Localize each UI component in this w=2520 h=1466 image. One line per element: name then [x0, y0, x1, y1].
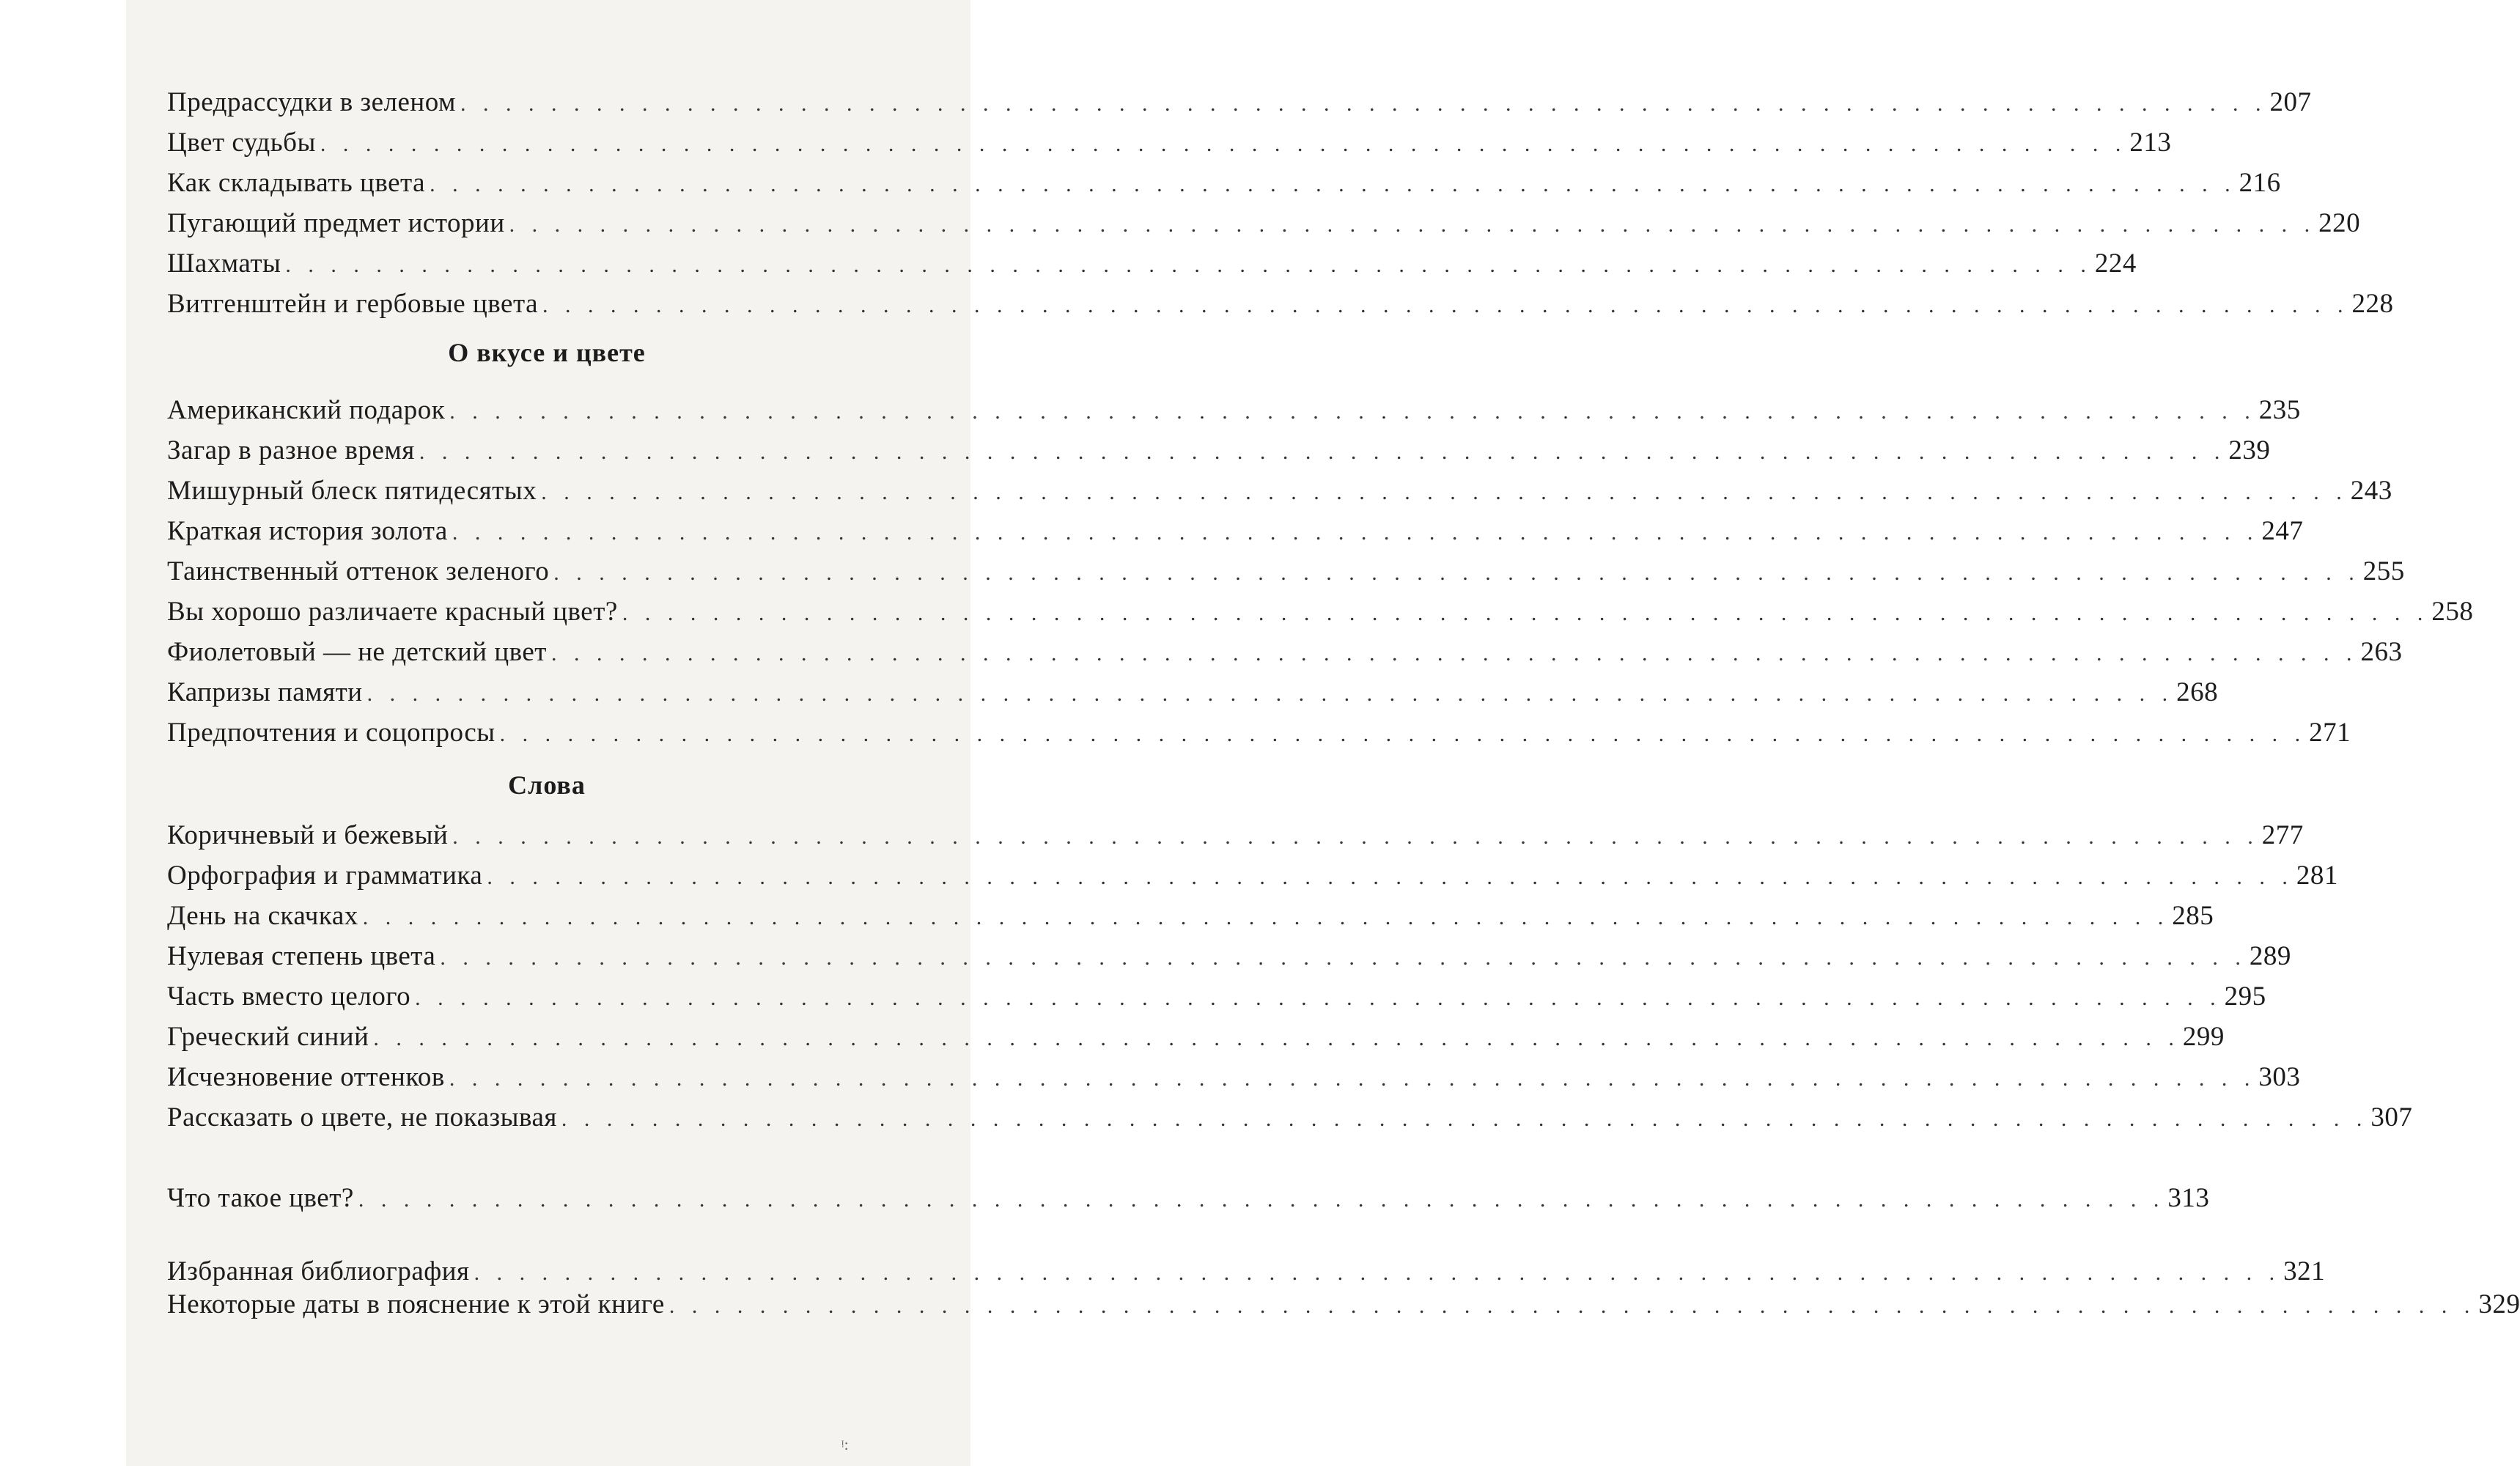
toc-entry	[167, 82, 2312, 119]
toc-entry	[167, 712, 2351, 749]
toc-entry	[167, 551, 2405, 588]
entry-title: Витгенштейн и гербовые цвета	[167, 289, 539, 319]
entry-title: Что такое цвет?	[167, 1183, 354, 1213]
toc-entry	[167, 511, 2304, 548]
toc-entry	[167, 430, 2271, 467]
page-number: 243	[2350, 476, 2392, 506]
entry-title: Мишурный блеск пятидесятых	[167, 476, 537, 506]
toc-entry	[167, 632, 2403, 668]
dot-leader: . . . . . . . . . . . . . . . . . . . . . . . . . . . . . . . . . . . . . . . . . . . . . . . . . . . . . . . . . . . . . . . . . . . . . . . . . . . . . . . .	[553, 561, 2360, 585]
page-number: 239	[2228, 435, 2271, 465]
toc-entry	[167, 163, 2281, 199]
toc-entry	[167, 122, 2172, 159]
dot-leader: . . . . . . . . . . . . . . . . . . . . . . . . . . . . . . . . . . . . . . . . . . . . . . . . . . . . . . . . . . . . . . . . . . . . . . . . . . . . . . . .	[373, 1026, 2180, 1050]
dot-leader: . . . . . . . . . . . . . . . . . . . . . . . . . . . . . . . . . . . . . . . . . . . . . . . . . . . . . . . . . . . . . . . . . . . . . . . . . . . . . . . .	[622, 601, 2429, 625]
entry-title: Капризы памяти	[167, 677, 363, 707]
page-number: 235	[2258, 395, 2301, 425]
page-number: 307	[2370, 1102, 2413, 1132]
entry-title: День на скачках	[167, 901, 358, 931]
entry-title: Предрассудки в зеленом	[167, 87, 456, 117]
dot-leader: . . . . . . . . . . . . . . . . . . . . . . . . . . . . . . . . . . . . . . . . . . . . . . . . . . . . . . . . . . . . . . . . . . . . . . . . . . . . . . . .	[415, 986, 2222, 1010]
dot-leader: . . . . . . . . . . . . . . . . . . . . . . . . . . . . . . . . . . . . . . . . . . . . . . . . . . . . . . . . . . . . . . . . . . . . . . . . . . . . . . . .	[320, 132, 2127, 156]
page-number: 289	[2249, 941, 2291, 971]
toc-entry	[167, 1097, 2413, 1134]
page-number: 207	[2269, 87, 2312, 117]
page-number: 295	[2224, 981, 2266, 1012]
entry-title: Орфография и грамматика	[167, 861, 483, 891]
entry-title: Коричневый и бежевый	[167, 820, 449, 850]
entry-title: Американский подарок	[167, 395, 446, 425]
dot-leader: . . . . . . . . . . . . . . . . . . . . . . . . . . . . . . . . . . . . . . . . . . . . . . . . . . . . . . . . . . . . . . . . . . . . . . . . . . . . . . . .	[499, 722, 2307, 746]
page-number: 313	[2167, 1183, 2210, 1213]
entry-title: Шахматы	[167, 248, 281, 279]
entry-title: Предпочтения и соцопросы	[167, 718, 495, 748]
toc-entry	[167, 1251, 2326, 1288]
dot-leader: . . . . . . . . . . . . . . . . . . . . . . . . . . . . . . . . . . . . . . . . . . . . . . . . . . . . . . . . . . . . . . . . . . . . . . . . . . . . . . . .	[419, 440, 2226, 464]
dot-leader: . . . . . . . . . . . . . . . . . . . . . . . . . . . . . . . . . . . . . . . . . . . . . . . . . . . . . . . . . . . . . . . . . . . . . . . . . . . . . . . .	[449, 399, 2256, 424]
page-number: 216	[2239, 168, 2281, 198]
entry-title: Греческий синий	[167, 1022, 369, 1052]
entry-title: Избранная библиография	[167, 1256, 470, 1286]
entry-title: Нулевая степень цвета	[167, 941, 436, 971]
dot-leader: . . . . . . . . . . . . . . . . . . . . . . . . . . . . . . . . . . . . . . . . . . . . . . . . . . . . . . . . . . . . . . . . . . . . . . . . . . . . . . . .	[474, 1261, 2281, 1285]
page-number: 258	[2431, 597, 2474, 627]
page-number: 277	[2261, 820, 2304, 850]
page-number: 268	[2176, 677, 2219, 707]
dot-leader: . . . . . . . . . . . . . . . . . . . . . . . . . . . . . . . . . . . . . . . . . . . . . . . . . . . . . . . . . . . . . . . . . . . . . . . . . . . . . . . .	[452, 825, 2259, 849]
toc-entry	[167, 1284, 2520, 1321]
entry-title: Загар в разное время	[167, 435, 415, 465]
page-number: 255	[2362, 556, 2405, 586]
page-speck: ᵎ:	[841, 1435, 849, 1454]
page-number: 303	[2258, 1062, 2301, 1092]
dot-leader: . . . . . . . . . . . . . . . . . . . . . . . . . . . . . . . . . . . . . . . . . . . . . . . . . . . . . . . . . . . . . . . . . . . . . . . . . . . . . . . .	[430, 172, 2236, 196]
dot-leader: . . . . . . . . . . . . . . . . . . . . . . . . . . . . . . . . . . . . . . . . . . . . . . . . . . . . . . . . . . . . . . . . . . . . . . . . . . . . . . . .	[487, 865, 2294, 889]
toc-entry	[167, 936, 2291, 973]
entry-title: Цвет судьбы	[167, 128, 316, 158]
entry-title: Часть вместо целого	[167, 981, 411, 1012]
dot-leader: . . . . . . . . . . . . . . . . . . . . . . . . . . . . . . . . . . . . . . . . . . . . . . . . . . . . . . . . . . . . . . . . . . . . . . . . . . . . . . . .	[449, 1067, 2256, 1091]
page-number: 285	[2172, 901, 2214, 931]
dot-leader: . . . . . . . . . . . . . . . . . . . . . . . . . . . . . . . . . . . . . . . . . . . . . . . . . . . . . . . . . . . . . . . . . . . . . . . . . . . . . . . .	[541, 480, 2348, 504]
toc-entry	[167, 471, 2392, 507]
toc-entry	[167, 672, 2219, 709]
dot-leader: . . . . . . . . . . . . . . . . . . . . . . . . . . . . . . . . . . . . . . . . . . . . . . . . . . . . . . . . . . . . . . . . . . . . . . . . . . . . . . . .	[285, 253, 2092, 277]
entry-title: Краткая история золота	[167, 516, 448, 546]
page-number: 321	[2283, 1256, 2326, 1286]
toc-entry	[167, 815, 2304, 852]
page-number: 220	[2318, 208, 2361, 238]
toc-entry	[167, 390, 2301, 427]
dot-leader: . . . . . . . . . . . . . . . . . . . . . . . . . . . . . . . . . . . . . . . . . . . . . . . . . . . . . . . . . . . . . . . . . . . . . . . . . . . . . . . .	[440, 946, 2247, 970]
toc-entry	[167, 592, 2474, 628]
dot-leader: . . . . . . . . . . . . . . . . . . . . . . . . . . . . . . . . . . . . . . . . . . . . . . . . . . . . . . . . . . . . . . . . . . . . . . . . . . . . . . . .	[366, 682, 2174, 706]
dot-leader: . . . . . . . . . . . . . . . . . . . . . . . . . . . . . . . . . . . . . . . . . . . . . . . . . . . . . . . . . . . . . . . . . . . . . . . . . . . . . . . .	[542, 293, 2349, 317]
toc-entry	[167, 896, 2214, 932]
toc-entry	[167, 1017, 2225, 1053]
toc-entry	[167, 1057, 2301, 1094]
section-heading: О вкусе и цвете	[448, 338, 646, 367]
entry-title: Фиолетовый — не детский цвет	[167, 637, 547, 667]
entry-title: Некоторые даты в пояснение к этой книге	[167, 1289, 665, 1319]
toc-entry	[167, 855, 2338, 892]
page-number: 281	[2296, 861, 2338, 891]
entry-title: Пугающий предмет истории	[167, 208, 505, 238]
page-number: 213	[2129, 128, 2172, 158]
page-number: 224	[2094, 248, 2137, 279]
toc-entry	[167, 203, 2361, 240]
dot-leader: . . . . . . . . . . . . . . . . . . . . . . . . . . . . . . . . . . . . . . . . . . . . . . . . . . . . . . . . . . . . . . . . . . . . . . . . . . . . . . . .	[550, 641, 2358, 666]
section-heading: Слова	[508, 770, 586, 800]
page-number: 228	[2351, 289, 2394, 319]
dot-leader: . . . . . . . . . . . . . . . . . . . . . . . . . . . . . . . . . . . . . . . . . . . . . . . . . . . . . . . . . . . . . . . . . . . . . . . . . . . . . . . .	[452, 520, 2259, 545]
page-number: 271	[2309, 718, 2351, 748]
toc-entry	[167, 284, 2394, 320]
toc-entry	[167, 243, 2137, 280]
toc-entry	[167, 976, 2266, 1013]
dot-leader: . . . . . . . . . . . . . . . . . . . . . . . . . . . . . . . . . . . . . . . . . . . . . . . . . . . . . . . . . . . . . . . . . . . . . . . . . . . . . . . .	[362, 905, 2170, 929]
entry-title: Рассказать о цвете, не показывая	[167, 1102, 557, 1132]
page-number: 263	[2360, 637, 2403, 667]
entry-title: Как складывать цвета	[167, 168, 426, 198]
dot-leader: . . . . . . . . . . . . . . . . . . . . . . . . . . . . . . . . . . . . . . . . . . . . . . . . . . . . . . . . . . . . . . . . . . . . . . . . . . . . . . . .	[460, 92, 2267, 116]
toc-entry	[167, 1178, 2210, 1215]
page-number: 247	[2261, 516, 2304, 546]
page-number: 329	[2478, 1289, 2520, 1319]
dot-leader: . . . . . . . . . . . . . . . . . . . . . . . . . . . . . . . . . . . . . . . . . . . . . . . . . . . . . . . . . . . . . . . . . . . . . . . . . . . . . . . .	[668, 1294, 2476, 1318]
entry-title: Таинственный оттенок зеленого	[167, 556, 550, 586]
dot-leader: . . . . . . . . . . . . . . . . . . . . . . . . . . . . . . . . . . . . . . . . . . . . . . . . . . . . . . . . . . . . . . . . . . . . . . . . . . . . . . . .	[561, 1107, 2368, 1131]
dot-leader: . . . . . . . . . . . . . . . . . . . . . . . . . . . . . . . . . . . . . . . . . . . . . . . . . . . . . . . . . . . . . . . . . . . . . . . . . . . . . . . .	[358, 1187, 2165, 1212]
page-number: 299	[2182, 1022, 2225, 1052]
entry-title: Вы хорошо различаете красный цвет?	[167, 597, 618, 627]
entry-title: Исчезновение оттенков	[167, 1062, 445, 1092]
dot-leader: . . . . . . . . . . . . . . . . . . . . . . . . . . . . . . . . . . . . . . . . . . . . . . . . . . . . . . . . . . . . . . . . . . . . . . . . . . . . . . . .	[509, 213, 2316, 237]
